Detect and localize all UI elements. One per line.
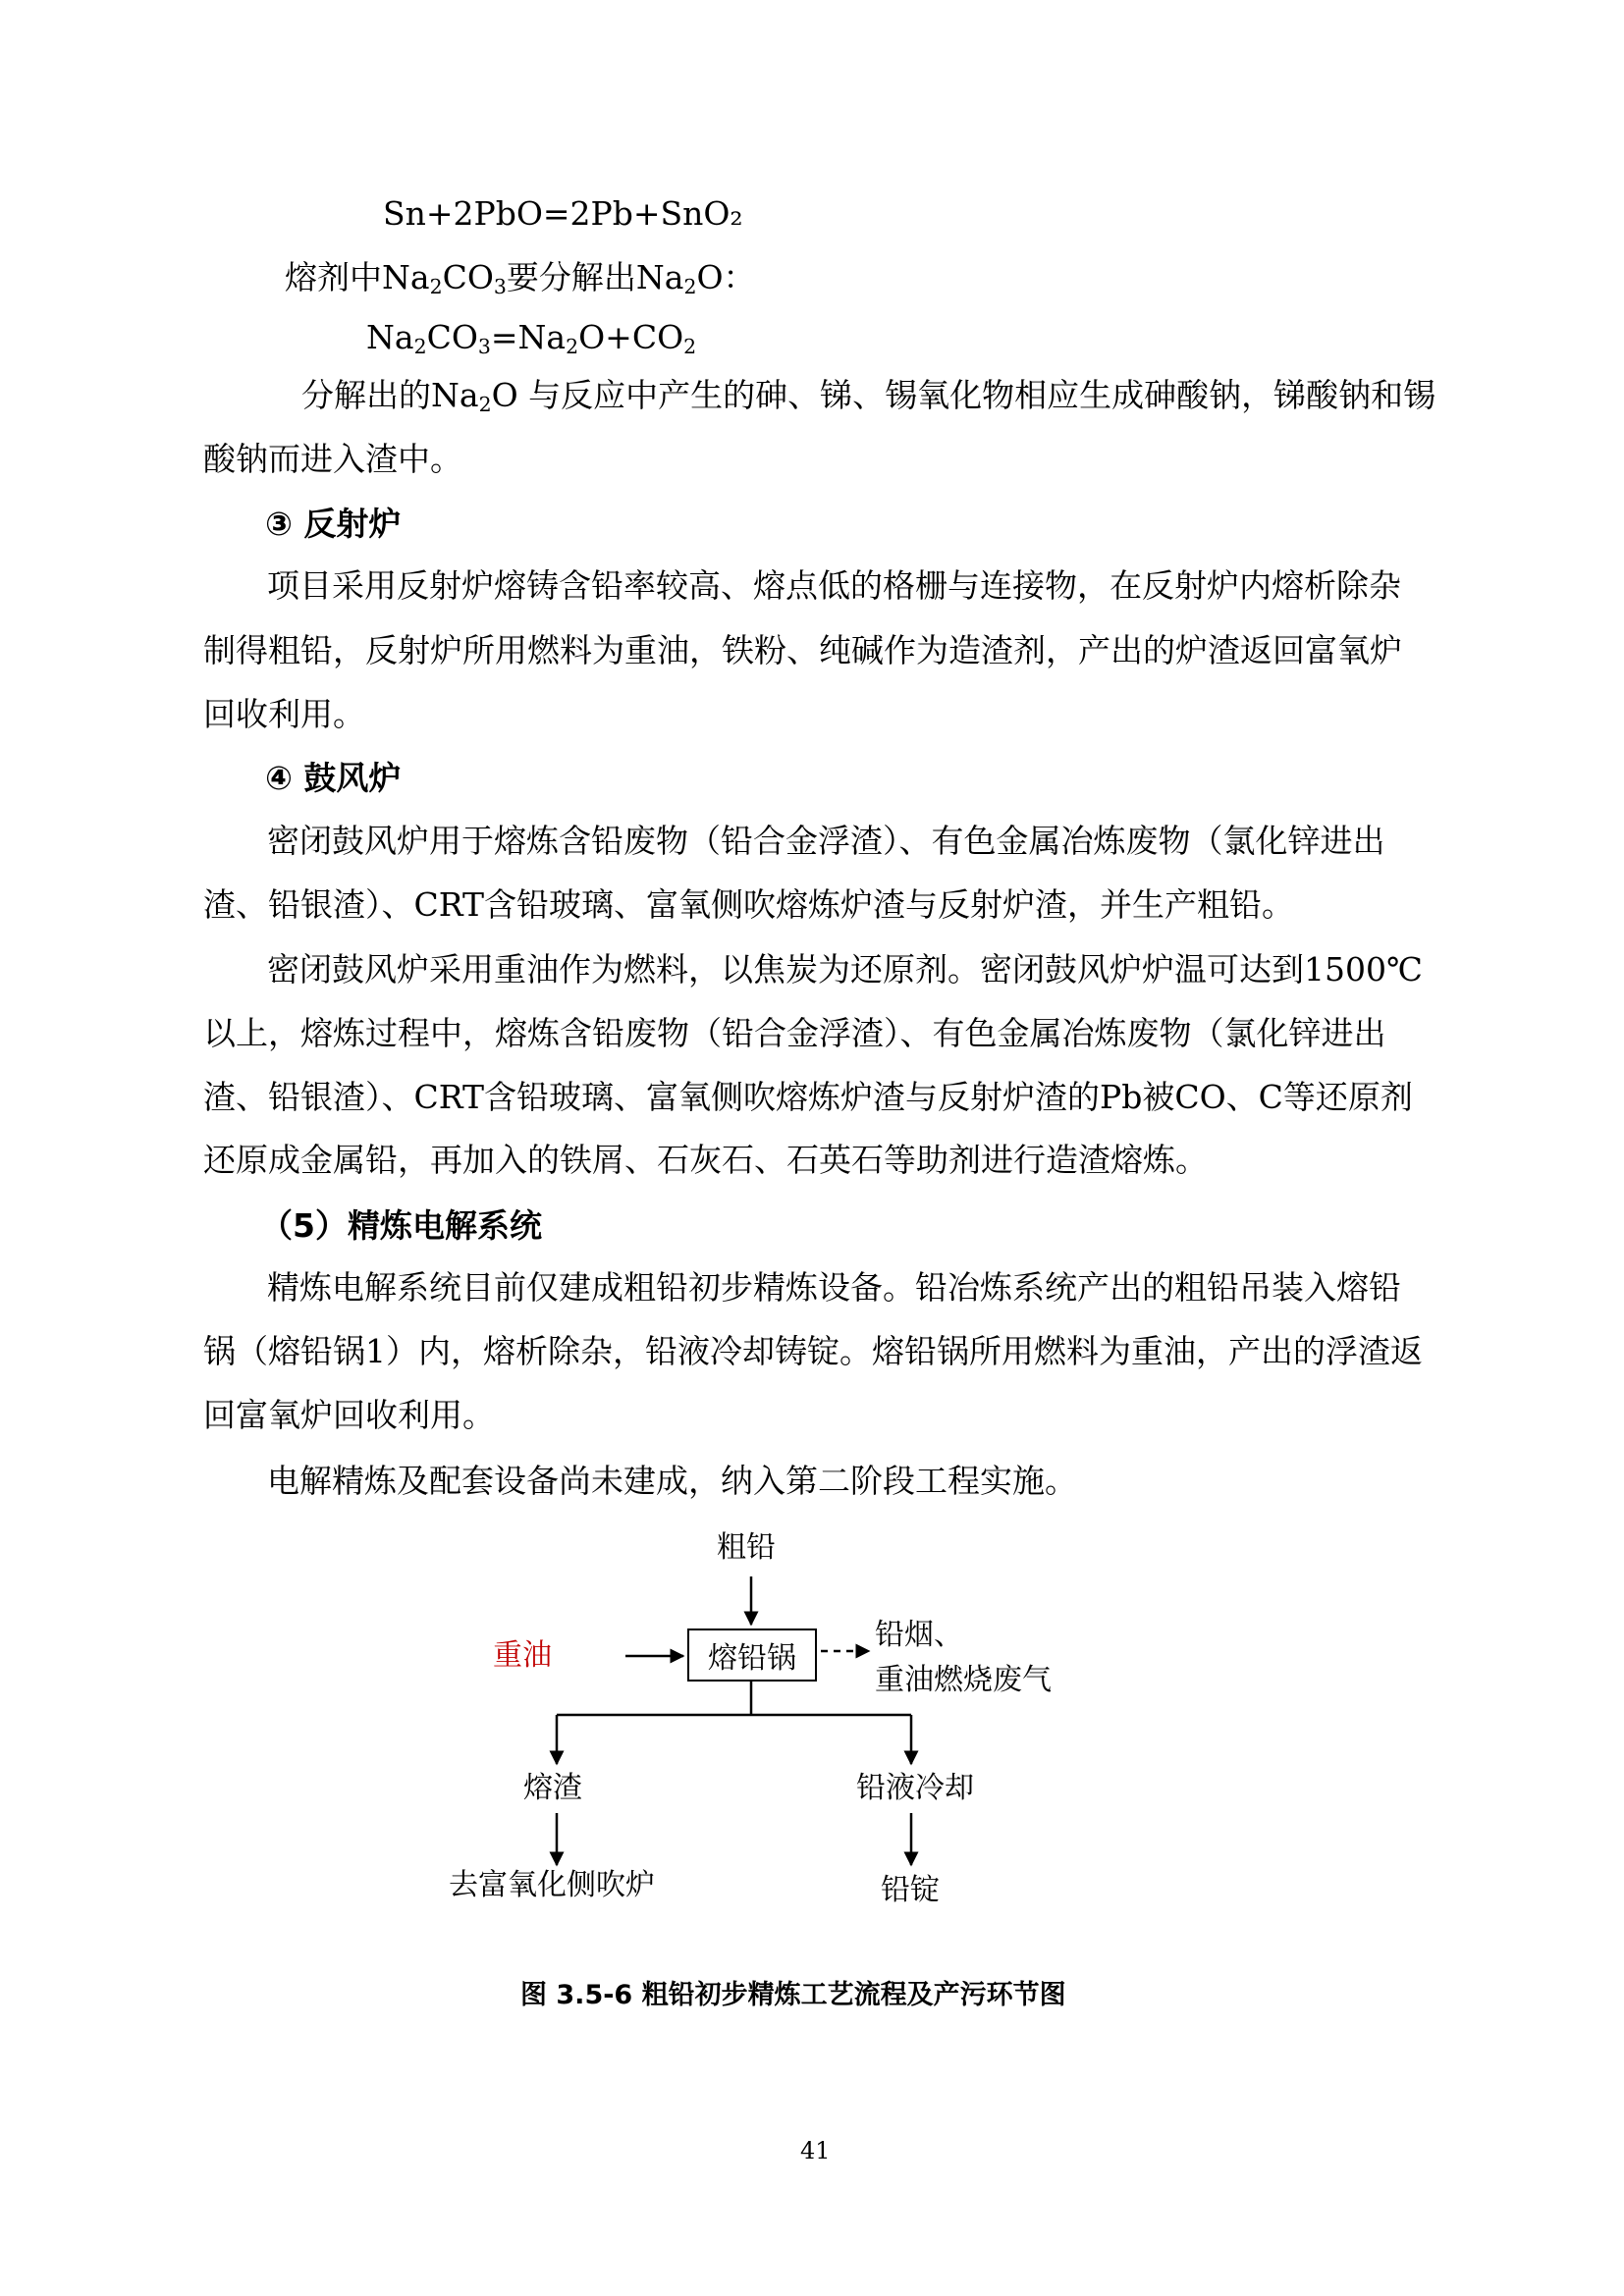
paragraph-blast2-line-3: 渣、铅银渣）、CRT含铅玻璃、富氧侧吹熔炼炉渣与反射炉渣的Pb被CO、C等还原剂 [203, 1078, 1413, 1116]
equation-sn-pbo: Sn+2PbO=2Pb+SnO₂ [383, 194, 743, 233]
flow-slag-destination: 去富氧化侧吹炉 [449, 1868, 655, 1902]
flow-lead-ingot: 铅锭 [881, 1873, 940, 1907]
heading-refining-electrolysis: （5）精炼电解系统 [260, 1206, 542, 1245]
paragraph-refine-line-3: 回富氧炉回收利用。 [203, 1396, 495, 1434]
flow-fuel-heavy-oil: 重油 [493, 1638, 552, 1673]
flow-emission-lead-fume: 铅烟、 [875, 1618, 963, 1652]
paragraph-blast2-line-4: 还原成金属铅，再加入的铁屑、石灰石、石英石等助剂进行造渣熔炼。 [203, 1141, 1208, 1179]
heading-blast-furnace: ④ 鼓风炉 [265, 759, 402, 797]
paragraph-reverb-line-1: 项目采用反射炉熔铸含铅率较高、熔点低的格栅与连接物，在反射炉内熔析除杂 [267, 566, 1401, 605]
paragraph-blast1-line-1: 密闭鼓风炉用于熔炼含铅废物（铅合金浮渣）、有色金属冶炼废物（氯化锌进出 [267, 822, 1385, 860]
paragraph-blast2-line-2: 以上，熔炼过程中，熔炼含铅废物（铅合金浮渣）、有色金属冶炼废物（氯化锌进出 [203, 1014, 1386, 1052]
heading-reverberatory-furnace: ③ 反射炉 [265, 505, 402, 543]
equation-na2co3: $Na_2CO_3=Na_2O+CO_2$ [366, 318, 697, 359]
flow-lead-cooling: 铅液冷却 [856, 1771, 974, 1805]
flow-slag: 熔渣 [523, 1771, 582, 1805]
figure-caption: 图 3.5-6 粗铅初步精炼工艺流程及产污环节图 [520, 1980, 1066, 2010]
paragraph-electrolysis: 电解精炼及配套设备尚未建成，纳入第二阶段工程实施。 [267, 1462, 1077, 1500]
flux-sentence: 熔剂中$Na_2CO_3$要分解出$Na_2O$： [285, 258, 756, 299]
flow-input-crude-lead: 粗铅 [717, 1530, 776, 1565]
page-number: 41 [800, 2137, 831, 2164]
paragraph-reverb-line-2: 制得粗铅，反射炉所用燃料为重油，铁粉、纯碱作为造渣剂，产出的炉渣返回富氧炉 [203, 631, 1402, 669]
paragraph-refine-line-1: 精炼电解系统目前仅建成粗铅初步精炼设备。铅冶炼系统产出的粗铅吊装入熔铅 [267, 1268, 1401, 1307]
paragraph-na2o-line-1: 分解出的$Na_2O$ 与反应中产生的砷、锑、锡氧化物相应生成砷酸钠，锑酸钠和锡 [301, 376, 1436, 417]
flow-emission-combustion-gas: 重油燃烧废气 [875, 1663, 1052, 1697]
paragraph-blast2-line-1: 密闭鼓风炉采用重油作为燃料，以焦炭为还原剂。密闭鼓风炉炉温可达到1500℃ [267, 950, 1423, 988]
flow-vessel-melting-pot [687, 1629, 817, 1682]
flow-vessel-label: 熔铅锅 [708, 1641, 796, 1676]
paragraph-na2o-line-2: 酸钠而进入渣中。 [203, 440, 462, 478]
paragraph-refine-line-2: 锅（熔铅锅1）内，熔析除杂，铅液冷却铸锭。熔铅锅所用燃料为重油，产出的浮渣返 [203, 1332, 1423, 1370]
paragraph-blast1-line-2: 渣、铅银渣）、CRT含铅玻璃、富氧侧吹熔炼炉渣与反射炉渣，并生产粗铅。 [203, 885, 1295, 924]
paragraph-reverb-line-3: 回收利用。 [203, 695, 365, 733]
